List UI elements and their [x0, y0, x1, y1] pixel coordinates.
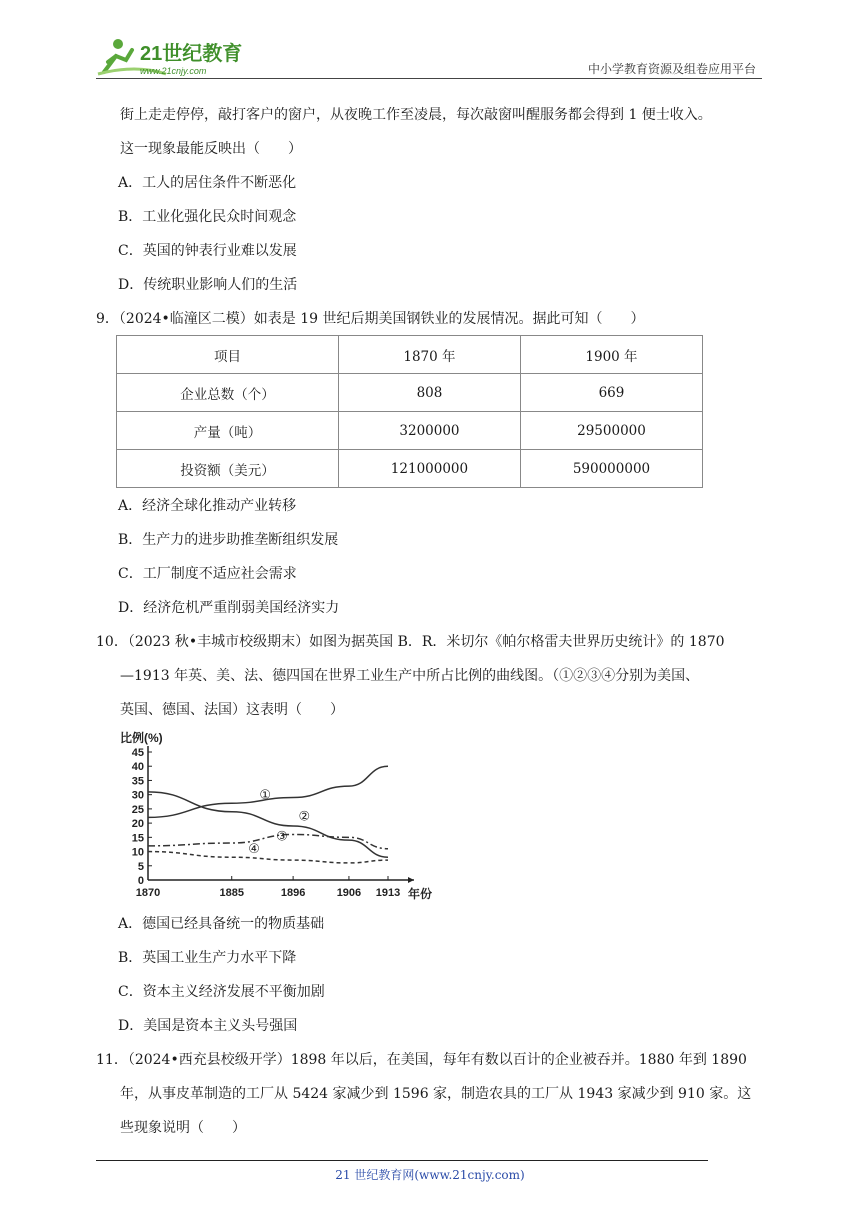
platform-name: 中小学教育资源及组卷应用平台 — [587, 62, 756, 76]
y-tick-label: 30 — [131, 789, 144, 802]
y-tick-label: 5 — [137, 860, 144, 873]
series-line — [148, 852, 388, 863]
q10-option-a: A．德国已经具备统一的物质基础 — [118, 916, 325, 932]
logo-text: 21世纪教育 — [140, 43, 243, 65]
header-divider — [96, 78, 762, 79]
q10-stem-line3: 英国、德国、法国）这表明（ ） — [120, 702, 344, 718]
site-logo — [96, 34, 256, 78]
q8-option-b: B．工业化强化民众时间观念 — [118, 209, 297, 225]
steel-industry-table — [116, 335, 703, 488]
q8-stem-line2: 这一现象最能反映出（ ） — [120, 141, 302, 157]
table-cell: 121000000 — [338, 450, 520, 488]
q10-stem-line1: 10．（2023 秋•丰城市校级期末）如图为据英国 B．R．米切尔《帕尔格雷夫世界历史统计》的 1870 — [96, 634, 725, 650]
industrial-share-line-chart — [118, 728, 436, 906]
q9-stem: 9．（2024•临潼区二模）如表是 19 世纪后期美国钢铁业的发展情况。据此可知（ ） — [96, 311, 645, 327]
q8-stem-line1: 街上走走停停，敲打客户的窗户，从夜晚工作至凌晨，每次敲窗叫醒服务都会得到 1 便士收入。 — [120, 107, 712, 123]
x-tick-label: 1913 — [375, 887, 401, 899]
table-cell: 投资额（美元） — [117, 450, 339, 488]
x-axis-label: 年份 — [408, 887, 433, 901]
q10-option-c: C．资本主义经济发展不平衡加剧 — [118, 984, 325, 1000]
q10-option-d: D．美国是资本主义头号强国 — [118, 1018, 298, 1034]
x-axis-arrow — [408, 877, 414, 883]
table-cell: 669 — [520, 374, 702, 412]
q9-option-d: D．经济危机严重削弱美国经济实力 — [118, 600, 340, 616]
table-cell: 29500000 — [520, 412, 702, 450]
footer-divider — [96, 1160, 708, 1161]
y-tick-label: 20 — [131, 818, 144, 831]
y-tick-label: 45 — [131, 747, 144, 759]
q11-stem-line1: 11．（2024•西充县校级开学）1898 年以后，在美国，每年有数以百计的企业被吞并。1880 年到 1890 — [96, 1052, 747, 1068]
q9-option-b: B．生产力的进步助推垄断组织发展 — [118, 532, 339, 548]
y-tick-label: 0 — [137, 875, 144, 887]
series-label: ① — [259, 787, 272, 803]
x-tick-label: 1870 — [135, 887, 161, 899]
q10-stem-line2: —1913 年英、美、法、德四国在世界工业生产中所占比例的曲线图。（①②③④分别为美国、 — [120, 668, 700, 684]
series-label: ② — [298, 809, 311, 825]
series-label: ③ — [276, 829, 288, 845]
table-cell: 808 — [338, 374, 520, 412]
table-row — [117, 412, 703, 450]
table-row — [117, 450, 703, 488]
logo-url: www.21cnjy.com — [140, 66, 207, 76]
table-header-cell: 1870 年 — [338, 336, 520, 374]
q9-option-c: C．工厂制度不适应社会需求 — [118, 566, 297, 582]
table-header-row — [117, 336, 703, 374]
y-tick-label: 25 — [131, 803, 144, 816]
q11-stem-line3: 些现象说明（ ） — [120, 1120, 246, 1136]
table-cell: 产量（吨） — [117, 412, 339, 450]
y-tick-label: 40 — [131, 761, 144, 774]
table-cell: 590000000 — [520, 450, 702, 488]
y-tick-label: 15 — [131, 832, 144, 845]
series-line — [148, 834, 388, 848]
x-tick-label: 1906 — [336, 887, 362, 899]
q9-option-a: A．经济全球化推动产业转移 — [118, 498, 297, 514]
q10-option-b: B．英国工业生产力水平下降 — [118, 950, 297, 966]
q8-option-a: A．工人的居住条件不断恶化 — [118, 175, 297, 191]
y-axis-label: 比例(%) — [120, 731, 163, 745]
x-tick-label: 1896 — [280, 887, 306, 899]
y-tick-label: 35 — [131, 775, 144, 788]
q11-stem-line2: 年，从事皮革制造的工厂从 5424 家减少到 1596 家，制造农具的工厂从 1943 家减少到 910 家。这 — [120, 1086, 752, 1102]
y-tick-label: 10 — [131, 846, 144, 859]
table-cell: 企业总数（个） — [117, 374, 339, 412]
table-header-cell: 1900 年 — [520, 336, 702, 374]
series-label: ④ — [248, 841, 260, 857]
table-row — [117, 374, 703, 412]
table-header-cell: 项目 — [117, 336, 339, 374]
q8-option-d: D．传统职业影响人们的生活 — [118, 277, 298, 293]
x-tick-label: 1885 — [219, 887, 244, 899]
table-cell: 3200000 — [338, 412, 520, 450]
q8-option-c: C．英国的钟表行业难以发展 — [118, 243, 297, 259]
footer-text: 21 世纪教育网(www.21cnjy.com) — [335, 1168, 525, 1182]
